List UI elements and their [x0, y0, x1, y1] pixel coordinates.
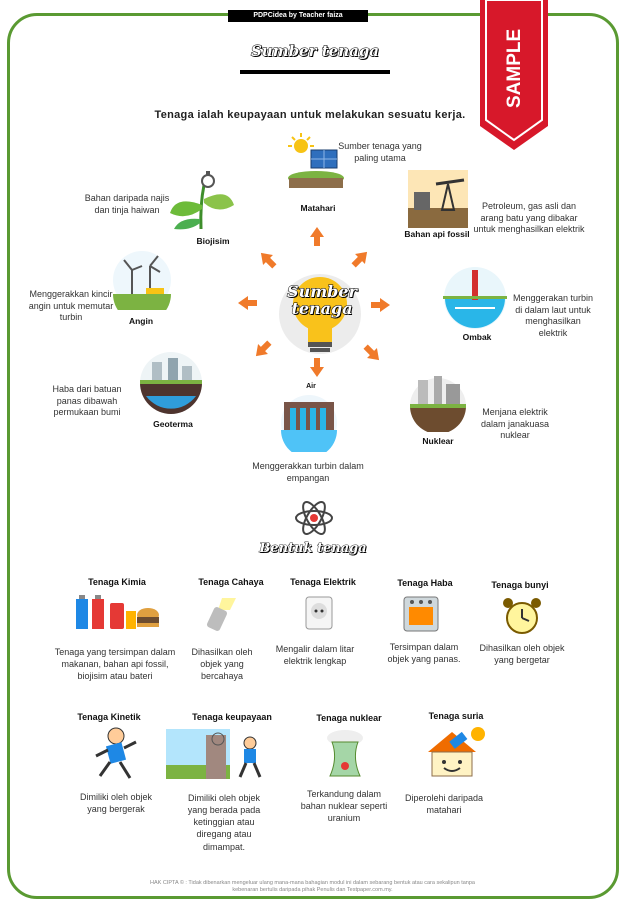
elektrik-desc: Mengalir dalam litar elektrik lengkap: [275, 644, 355, 667]
wave-turbine-icon: [443, 266, 507, 330]
air-label: Air: [306, 383, 316, 390]
biojisim-label: Biojisim: [196, 236, 230, 246]
elektrik-title: Tenaga Elektrik: [290, 577, 356, 587]
suria-desc: Diperolehi daripada matahari: [404, 793, 484, 816]
ombak-desc: Menggerakan turbin di dalam laut untuk menghasilkan elektrik: [512, 293, 594, 339]
angin-desc: Menggerakkan kincir angin untuk memutar turbin: [28, 289, 114, 323]
fosil-desc: Petroleum, gas asli dan arang batu yang dibakar untuk menghasilkan elektrik: [473, 201, 585, 235]
title-underline: [240, 70, 390, 74]
keupayaan-title: Tenaga keupayaan: [192, 712, 272, 722]
kinetik-desc: Dimiliki oleh objek yang bergerak: [79, 792, 153, 815]
nuklear-label: Nuklear: [422, 436, 454, 446]
potential-energy-icon: [166, 729, 274, 783]
arrow-up: [310, 227, 324, 246]
running-boy-icon: [90, 726, 140, 784]
dam-icon: [280, 394, 338, 452]
air-desc: Menggerakkan turbin dalam empangan: [252, 461, 364, 483]
arrow-up-right: [349, 247, 372, 270]
cooling-tower-icon: [322, 728, 368, 778]
geoterma-label: Geoterma: [153, 419, 193, 429]
arrow-right: [371, 298, 390, 312]
oven-icon: [402, 595, 440, 633]
oil-pump-icon: [408, 170, 468, 228]
nuklear-form-title: Tenaga nuklear: [316, 713, 382, 723]
definition: Tenaga ialah keupayaan untuk melakukan sesuatu kerja.: [154, 109, 466, 121]
matahari-label: Matahari: [300, 203, 336, 213]
arrow-down-left: [251, 338, 274, 361]
nuklear-form-desc: Terkandung dalam bahan nuklear seperti uranium: [300, 789, 388, 824]
arrow-up-left: [256, 248, 279, 271]
credit-banner: PDPCidea by Teacher faiza: [228, 10, 368, 22]
fosil-label: Bahan api fossil: [404, 229, 470, 239]
atom-icon: [294, 498, 334, 538]
alarm-clock-icon: [500, 596, 544, 636]
cahaya-desc: Dihasilkan oleh objek yang bercahaya: [191, 647, 253, 682]
matahari-desc: Sumber tenaga yang paling utama: [338, 141, 422, 163]
watermark-text: SAMPLE: [504, 28, 525, 108]
arrow-down: [310, 358, 324, 377]
power-socket-icon: [304, 595, 334, 631]
cahaya-title: Tenaga Cahaya: [198, 577, 264, 587]
nuclear-plant-icon: [406, 372, 470, 432]
arrow-down-right: [361, 342, 384, 365]
sample-ribbon: [478, 0, 550, 150]
haba-title: Tenaga Haba: [397, 578, 453, 588]
suria-title: Tenaga suria: [428, 711, 484, 721]
ombak-label: Ombak: [462, 332, 492, 342]
bunyi-desc: Dihasilkan oleh objek yang bergetar: [479, 643, 565, 666]
biojisim-desc: Bahan daripada najis dan tinja haiwan: [84, 193, 170, 215]
geoterma-desc: Haba dari batuan panas dibawah permukaan bumi: [52, 384, 122, 418]
kinetik-title: Tenaga Kinetik: [77, 712, 141, 722]
torch-icon: [200, 594, 240, 634]
bunyi-title: Tenaga bunyi: [491, 580, 549, 590]
keupayaan-desc: Dimiliki oleh objek yang berada pada ketinggian atau diregang atau dimampat.: [187, 793, 261, 852]
center-label: Sumber tenaga: [287, 282, 357, 318]
arrow-left: [238, 296, 257, 310]
chemical-energy-icon: [74, 593, 160, 633]
kimia-title: Tenaga Kimia: [88, 577, 146, 587]
nuklear-desc: Menjana elektrik dalam janakuasa nuklear: [480, 407, 550, 441]
geothermal-icon: [138, 350, 204, 416]
copyright-footer: HAK CIPTA © : Tidak dibenarkan mengeluar ulang mana-mana bahagian modul ini dalam sebarang bentuk atau cara sekalipun tanpa kebenaran bertulis daripada pihak Penulis dan Testpaper.com.my.: [150, 880, 475, 894]
wind-turbine-icon: [112, 250, 172, 310]
kimia-desc: Tenaga yang tersimpan dalam makanan, bahan api fossil, biojisim atau bateri: [54, 647, 176, 682]
page-title: Sumber tenaga: [250, 42, 380, 60]
biomass-plant-icon: [166, 165, 236, 231]
angin-label: Angin: [128, 316, 154, 326]
section-title-bentuk: Bentuk tenaga: [259, 541, 367, 556]
solar-house-icon: [420, 724, 492, 782]
haba-desc: Tersimpan dalam objek yang panas.: [387, 642, 461, 665]
